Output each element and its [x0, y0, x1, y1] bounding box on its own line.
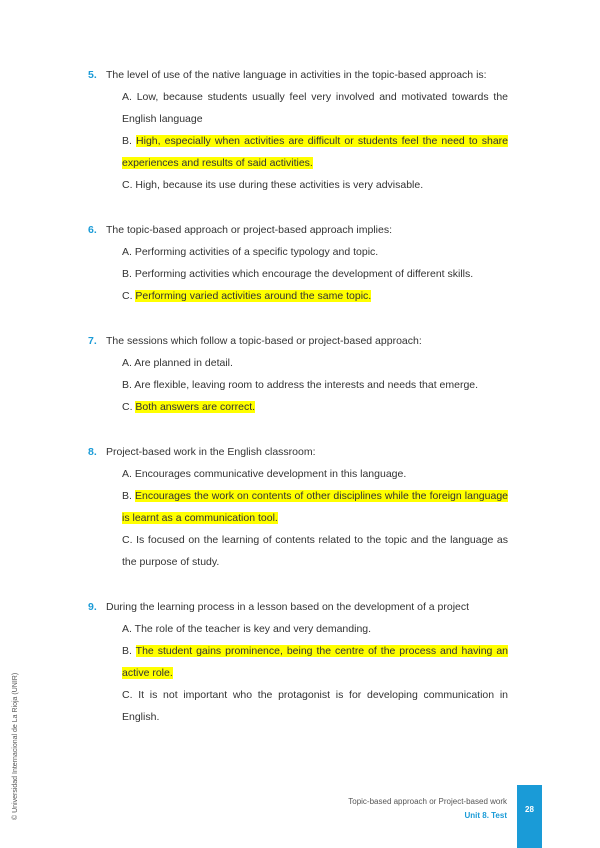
option-a: A. Performing activities of a specific typology and topic. — [122, 246, 379, 258]
question-number: 5. — [88, 69, 97, 81]
question-text: Project-based work in the English classroom: — [106, 446, 316, 458]
question-number: 8. — [88, 446, 97, 458]
footer-unit: Unit 8. Test — [464, 811, 507, 820]
option-b: B. Are flexible, leaving room to address the interests and needs that emerge. — [122, 379, 479, 391]
option-c: C. High, because its use during these activities is very advisable. — [122, 179, 424, 191]
option-b: B. Encourages the work on contents of other disciplines while the foreign language is learnt as a communication tool. — [122, 490, 508, 524]
footer-title: Topic-based approach or Project-based work — [348, 797, 507, 806]
option-c: C. It is not important who the protagonist is for developing communication in English. — [122, 689, 508, 723]
option-a: A. Are planned in detail. — [122, 357, 233, 369]
option-a: A. The role of the teacher is key and very demanding. — [122, 623, 372, 635]
page-number: 28 — [517, 785, 542, 848]
question-text: During the learning process in a lesson based on the development of a project — [106, 601, 470, 613]
question-number: 9. — [88, 601, 97, 613]
question-5 — [88, 64, 508, 196]
question-6 — [88, 219, 508, 307]
highlighted-answer: Both answers are correct. — [135, 401, 256, 413]
question-number: 6. — [88, 224, 97, 236]
highlighted-answer: High, especially when activities are difficult or students feel the need to share experiences and results of said activities. — [122, 135, 509, 169]
option-b: B. High, especially when activities are difficult or students feel the need to share experiences and results of said activities. — [122, 135, 509, 169]
option-c: C. Both answers are correct. — [122, 401, 256, 413]
question-number: 7. — [88, 335, 97, 347]
question-7 — [88, 330, 508, 418]
question-text: The sessions which follow a topic-based or project-based approach: — [106, 335, 422, 347]
question-text: The topic-based approach or project-based approach implies: — [106, 224, 392, 236]
question-8 — [88, 441, 508, 573]
option-a: A. Encourages communicative development in this language. — [122, 468, 407, 480]
option-a: A. Low, because students usually feel very involved and motivated towards the English language — [122, 91, 508, 125]
option-b: B. The student gains prominence, being the centre of the process and having an active role. — [122, 645, 508, 679]
option-c: C. Performing varied activities around the same topic. — [122, 290, 372, 302]
highlighted-answer: Performing varied activities around the same topic. — [135, 290, 372, 302]
highlighted-answer: Encourages the work on contents of other disciplines while the foreign language is learnt as a communication tool. — [122, 490, 508, 524]
question-text: The level of use of the native language in activities in the topic-based approach is: — [106, 69, 487, 81]
question-9 — [88, 596, 508, 728]
copyright-credit: © Universidad Internacional de La Rioja (UNIR) — [12, 672, 19, 820]
option-c: C. Is focused on the learning of contents related to the topic and the language as the purpose of study. — [122, 534, 509, 568]
option-b: B. Performing activities which encourage the development of different skills. — [122, 268, 474, 280]
highlighted-answer: The student gains prominence, being the centre of the process and having an active role. — [122, 645, 508, 679]
